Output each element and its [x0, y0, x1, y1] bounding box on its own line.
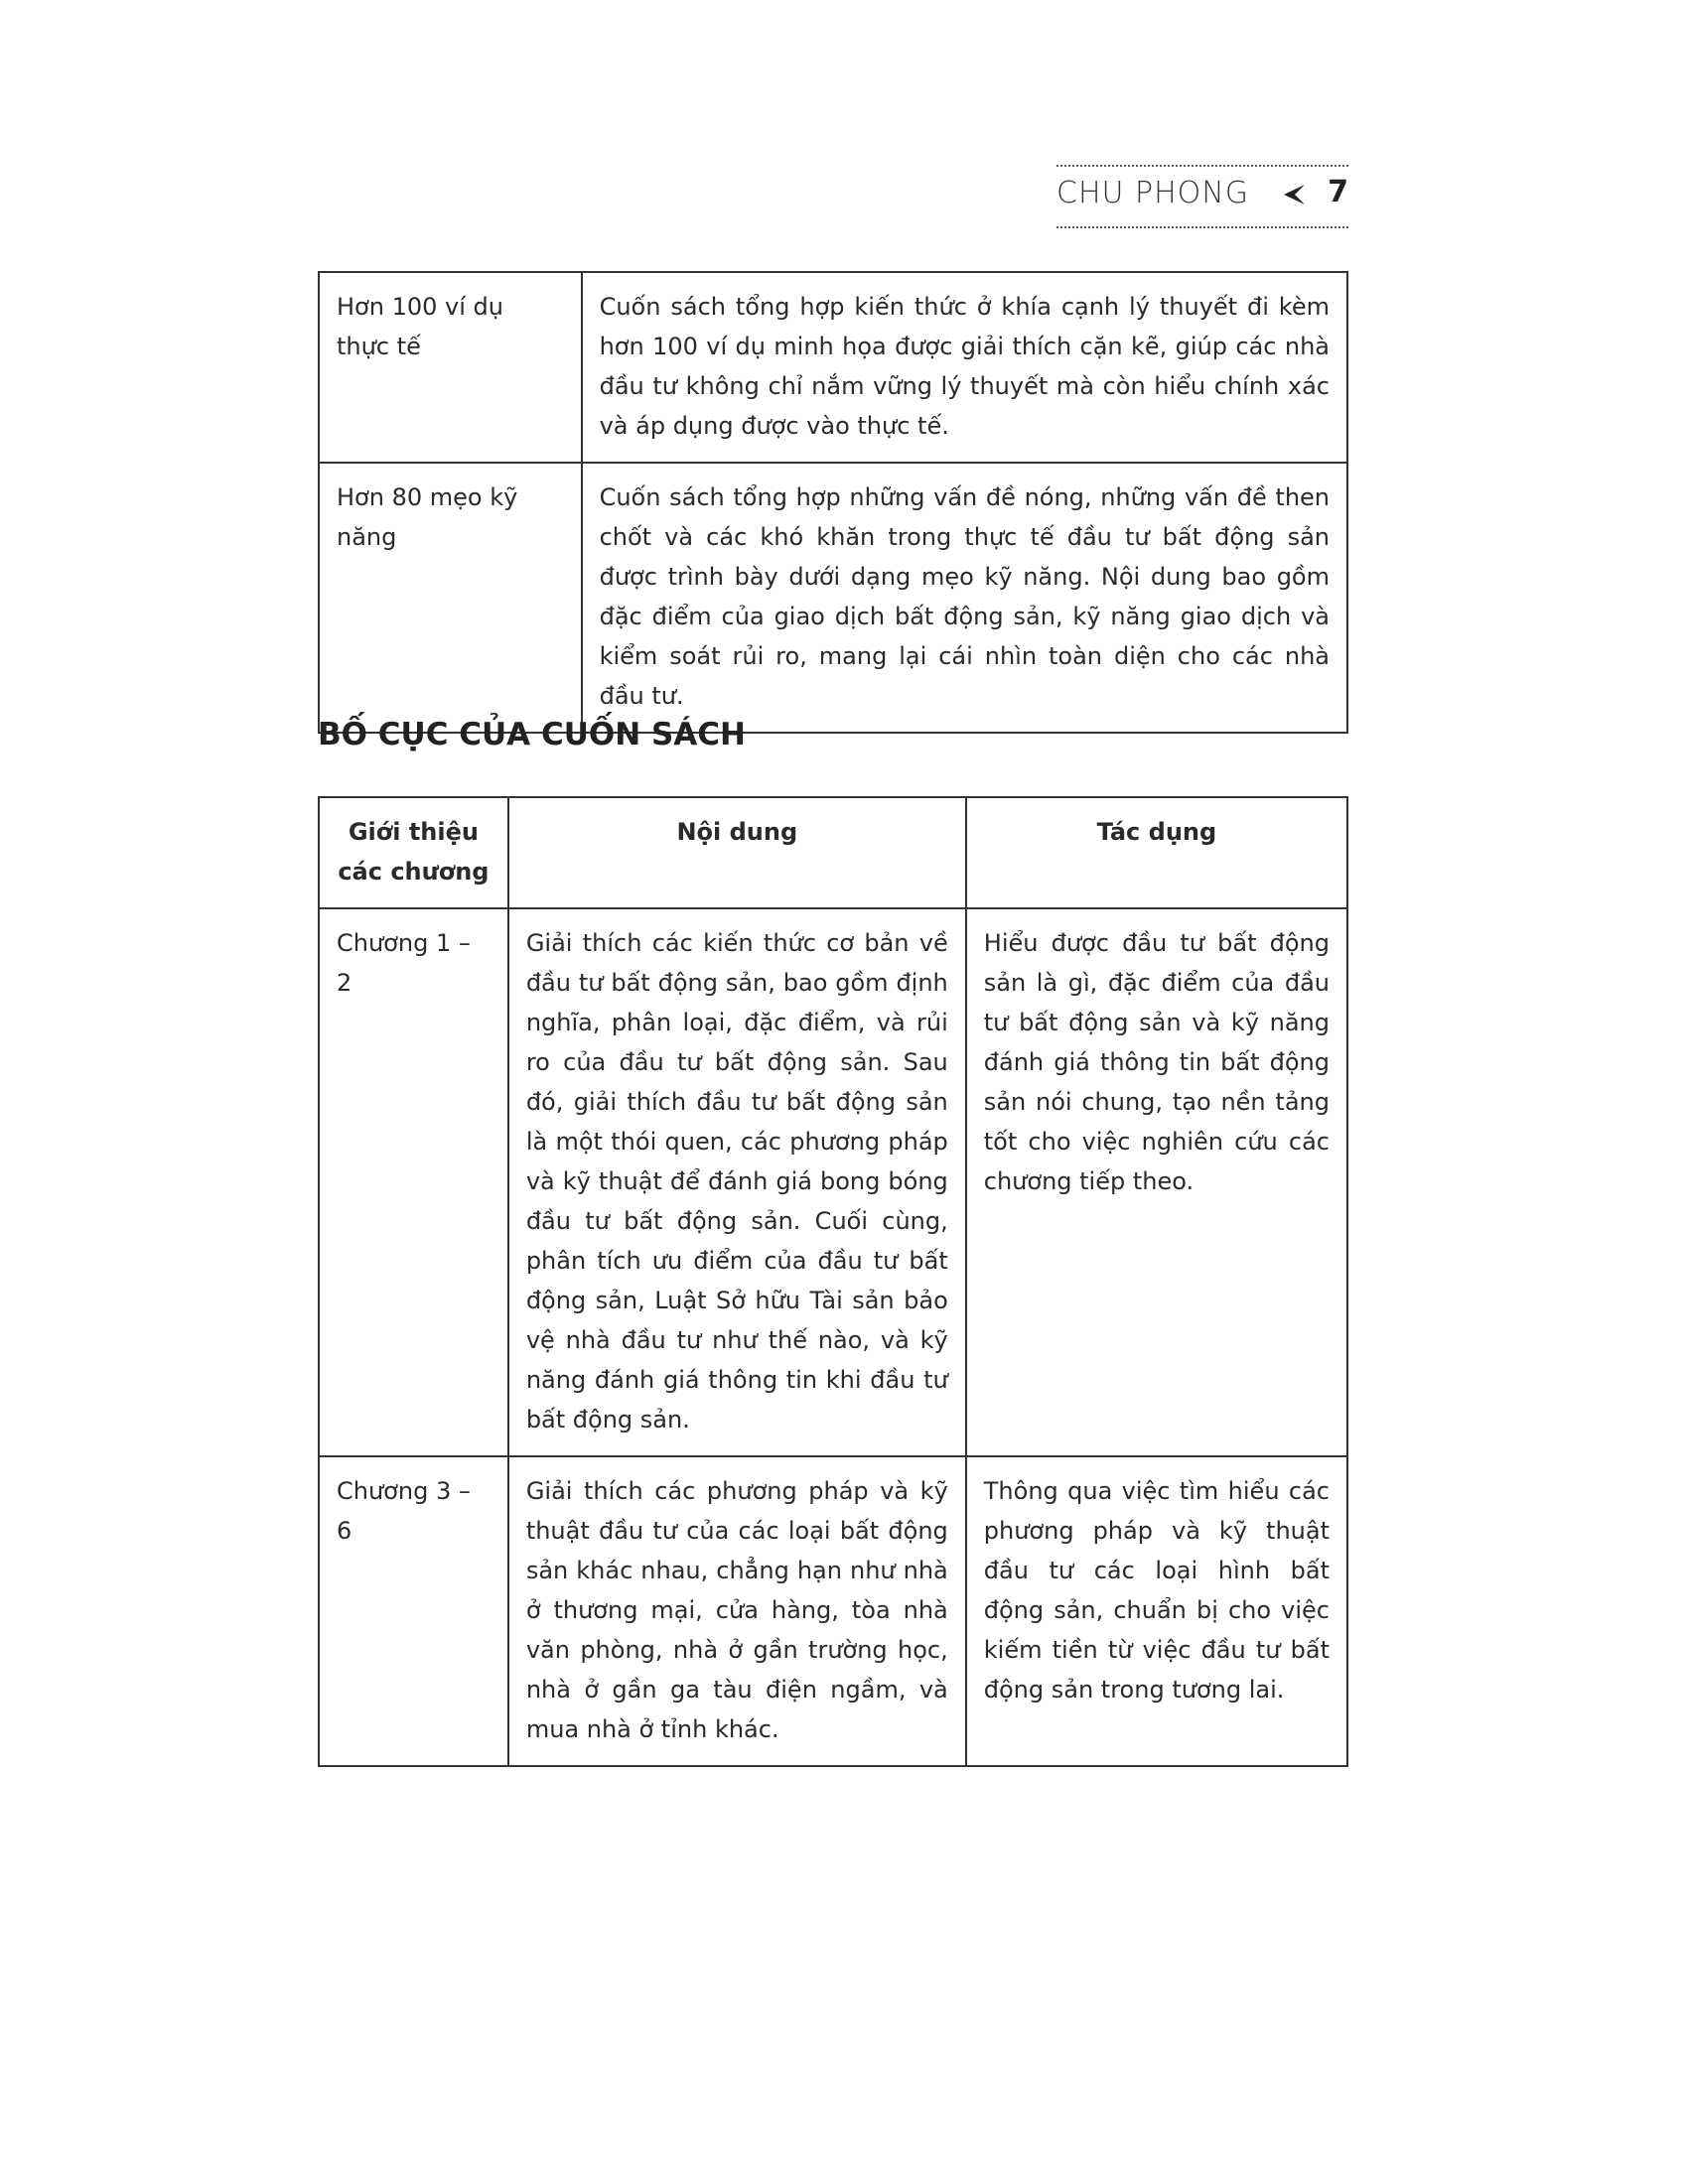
table-header-row [319, 797, 1347, 908]
chapter-range: Chương 3 – 6 [319, 1456, 508, 1766]
chapter-range: Chương 1 – 2 [319, 908, 508, 1456]
column-header-chapters: Giới thiệu các chương [319, 797, 508, 908]
table-row [319, 272, 1347, 463]
column-header-content: Nội dung [508, 797, 966, 908]
table-row [319, 908, 1347, 1456]
chapter-effect: Hiểu được đầu tư bất động sản là gì, đặc điểm của đầu tư bất động sản và kỹ năng đánh giá thông tin bất động sản nói chung, tạo nền tảng tốt cho việc nghiên cứu các chương tiếp theo. [966, 908, 1347, 1456]
chapter-content: Giải thích các kiến thức cơ bản về đầu tư bất động sản, bao gồm định nghĩa, phân loại, đặc điểm, và rủi ro của đầu tư bất động sản. Sau đó, giải thích đầu tư bất động sản là một thói quen, các phương pháp và kỹ thuật để đánh giá bong bóng đầu tư bất động sản. Cuối cùng, phân tích ưu điểm của đầu tư bất động sản, Luật Sở hữu Tài sản bảo vệ nhà đầu tư như thế nào, và kỹ năng đánh giá thông tin khi đầu tư bất động sản. [508, 908, 966, 1456]
book-layout-table [318, 796, 1348, 1767]
table-row [319, 1456, 1347, 1766]
feature-label: Hơn 80 mẹo kỹ năng [319, 463, 582, 733]
header-author: CHU PHONG [1056, 176, 1249, 210]
chapter-content: Giải thích các phương pháp và kỹ thuật đầu tư của các loại bất động sản khác nhau, chẳng hạn như nhà ở thương mại, cửa hàng, tòa nhà văn phòng, nhà ở gần trường học, nhà ở gần ga tàu điện ngầm, và mua nhà ở tỉnh khác. [508, 1456, 966, 1766]
features-table [318, 271, 1348, 734]
section-heading: BỐ CỤC CỦA CUỐN SÁCH [318, 717, 746, 752]
feature-description: Cuốn sách tổng hợp kiến thức ở khía cạnh lý thuyết đi kèm hơn 100 ví dụ minh họa được giải thích cặn kẽ, giúp các nhà đầu tư không chỉ nắm vững lý thuyết mà còn hiểu chính xác và áp dụng được vào thực tế. [582, 272, 1347, 463]
chevron-left-arrow-icon [1281, 183, 1307, 206]
feature-label: Hơn 100 ví dụ thực tế [319, 272, 582, 463]
page-number: 7 [1328, 175, 1348, 209]
column-header-effect: Tác dụng [966, 797, 1347, 908]
feature-description: Cuốn sách tổng hợp những vấn đề nóng, những vấn đề then chốt và các khó khăn trong thực tế đầu tư bất động sản được trình bày dưới dạng mẹo kỹ năng. Nội dung bao gồm đặc điểm của giao dịch bất động sản, kỹ năng giao dịch và kiểm soát rủi ro, mang lại cái nhìn toàn diện cho các nhà đầu tư. [582, 463, 1347, 733]
table-row [319, 463, 1347, 733]
running-header [1056, 165, 1348, 228]
chapter-effect: Thông qua việc tìm hiểu các phương pháp và kỹ thuật đầu tư các loại hình bất động sản, chuẩn bị cho việc kiếm tiền từ việc đầu tư bất động sản trong tương lai. [966, 1456, 1347, 1766]
